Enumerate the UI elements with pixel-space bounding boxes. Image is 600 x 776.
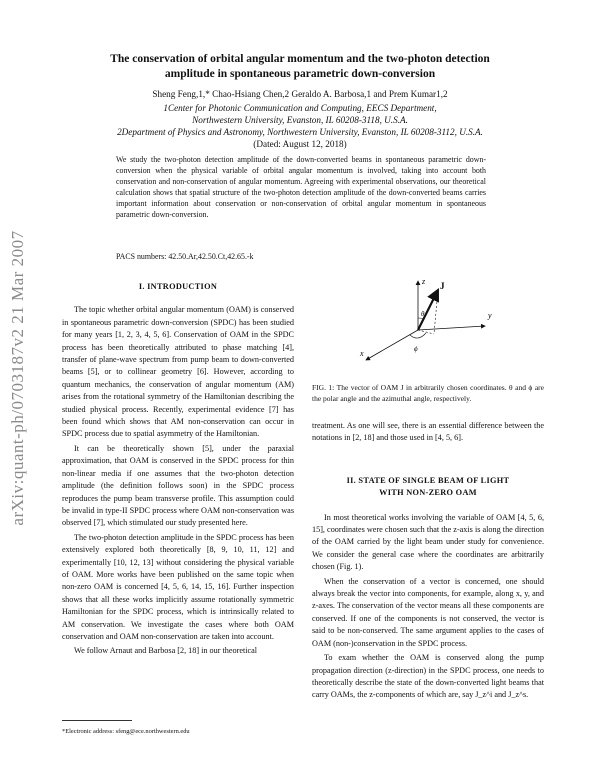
author-block xyxy=(60,88,540,150)
x-label: x xyxy=(360,349,364,358)
date-line: (Dated: August 12, 2018) xyxy=(253,139,347,149)
left-column xyxy=(62,281,294,658)
section-heading-introduction: I. INTRODUCTION xyxy=(138,282,218,291)
paper-title xyxy=(60,52,540,82)
figure-1-caption: FIG. 1: The vector of OAM J in arbitrarily chosen coordinates. θ and ϕ are the polar angle and the azimuthal angle, respectively. xyxy=(312,383,544,403)
title-line-1: The conservation of orbital angular momentum and the two-photon detection xyxy=(110,53,490,65)
intro-paragraph-3: The two-photon detection amplitude in the SPDC process has been extensively explored both theoretically [8, 9, 10, 11, 12] and experimentally [10, 12, 13] without considering the physical variable of OAM. More works have been published on the same topic when non-zero OAM is concerned [4, 5, 6, 14, 15, 16]. Further inspection shows that all these works implicitly assume rotationally symmetric Hamiltonian for the SPDC process, which is intrinsically related to AM conservation. We investigate the cases where both OAM conservation and OAM non-conservation are taken into account. xyxy=(62,532,294,641)
phi-label: ϕ xyxy=(414,345,418,353)
y-axis xyxy=(418,326,485,330)
intro-paragraph-4: We follow Arnaut and Barbosa [2, 18] in our theoretical xyxy=(74,646,258,656)
figure-1-coordinates xyxy=(330,276,546,376)
author-list: Sheng Feng,1,* Chao-Hsiang Chen,2 Geraldo A. Barbosa,1 and Prem Kumar1,2 xyxy=(152,89,448,99)
j-label: J xyxy=(440,281,445,291)
intro-paragraph-1: The topic whether orbital angular momentum (OAM) is conserved in spontaneous parametric down-conversion (SPDC) has been studied for many years [1, 2, 3, 4, 5, 6]. Conservation of OAM in the SPDC process has been theoretically attributed to phase matching [4], transfer of plane-wave spectrum from pump beam to down-converted beams [5], or to collinear geometry [6]. However, according to quantum mechanics, the conservation of angular momentum (AM) arises from the rotational symmetry of the Hamiltonian describing the studied physical process. Recently, experimental evidence [7] has been found which shows that AM non-conservation can occur in SPDC process due to spatial asymmetry of the Hamiltonian. xyxy=(62,305,294,439)
right-column xyxy=(312,420,544,702)
pacs-numbers: PACS numbers: 42.50.Ar,42.50.Ct,42.65.-k xyxy=(116,252,254,261)
affiliation-1a: 1Center for Photonic Communication and Computing, EECS Department, xyxy=(163,103,437,113)
title-line-2: amplitude in spontaneous parametric down-conversion xyxy=(164,68,436,80)
section-heading-2-line-1: II. STATE OF SINGLE BEAM OF LIGHT xyxy=(346,475,510,485)
arxiv-side-stamp: arXiv:quant-ph/0703187v2 21 Mar 2007 xyxy=(8,230,27,526)
section-heading-2 xyxy=(312,475,544,500)
theta-label: θ xyxy=(421,310,425,318)
phi-arc xyxy=(410,333,426,338)
affiliation-1b: Northwestern University, Evanston, IL 60208-3118, U.S.A. xyxy=(192,115,408,125)
abstract: We study the two-photon detection amplitude of the down-converted beams in spontaneous parametric down-conversion when the physical variable of orbital angular momentum is involved, taking into account both conservation and non-conservation of angular momentum. Agreeing with experimental observations, our theoretical calculation shows that spatial structure of the two-photon detection amplitude of the down-converted beams carries important information about conservation or non-conservation of orbital angular momentum in spontaneous parametric down-conversion. xyxy=(116,155,486,219)
continued-paragraph: treatment. As one will see, there is an essential difference between the notations in [2, 18] and those used in [4, 5, 6]. xyxy=(312,421,544,443)
footnote-rule xyxy=(62,720,132,721)
section2-paragraph-3: To exam whether the OAM is conserved along the pump propagation direction (z-direction) in the SPDC process, one needs to theoretically describe the state of the down-converted light beams that carry OAMs, the z-components of which are, say J_z^i and J_z^s. xyxy=(312,653,544,700)
x-axis xyxy=(366,330,418,360)
section-heading-2-line-2: WITH NON-ZERO OAM xyxy=(379,488,477,498)
affiliation-2: 2Department of Physics and Astronomy, Northwestern University, Evanston, IL 60208-3112, U.S.A. xyxy=(117,127,483,137)
footnote-email: *Electronic address: sfeng@ece.northwestern.edu xyxy=(62,728,190,735)
intro-paragraph-2: It can be theoretically shown [5], under the paraxial approximation, that OAM is conserved in the SPDC process for thin non-linear media if one assumes that the two-photon detection amplitude (the definition follows soon) in the SPDC process reproduces the pump beam transverse profile. This assumption could be invalid in type-II SPDC process where OAM non-conservation was observed [7], which stimulated our study presented here. xyxy=(62,443,294,528)
section2-paragraph-1: In most theoretical works involving the variable of OAM [4, 5, 6, 15], coordinates were chosen such that the z-axis is along the direction of the OAM carried by the light beam under study for convenience. We consider the general case where the coordinates are arbitrarily chosen (Fig. 1). xyxy=(312,512,544,572)
z-label: z xyxy=(422,277,426,286)
y-label: y xyxy=(488,311,492,320)
section2-paragraph-2: When the conservation of a vector is concerned, one should always break the vector into components, for example, along x, y, and z-axes. The conservation of the vector means all these components are conserved. If one of the components is not conserved, the vector is said to be non-conserved. The same argument applies to the cases of OAM (non-)conservation in the SPDC process. xyxy=(312,576,544,648)
